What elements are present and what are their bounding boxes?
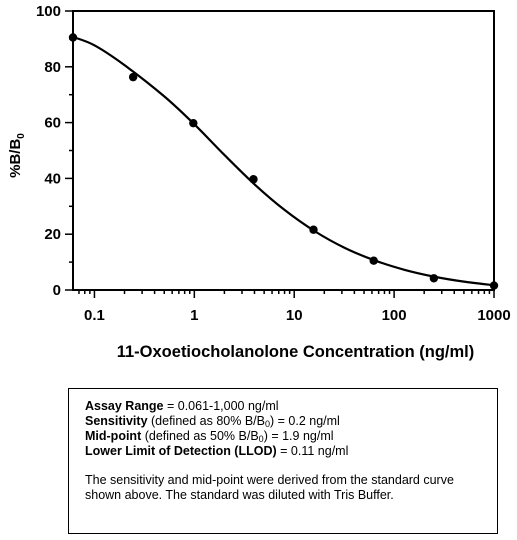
data-point — [370, 257, 378, 265]
y-tick-label: 60 — [44, 114, 61, 132]
data-point — [490, 281, 498, 289]
sensitivity-definition: (defined as 80% B/B — [147, 414, 265, 428]
sensitivity-line — [85, 414, 497, 429]
sensitivity-label: Sensitivity — [85, 414, 148, 428]
x-tick-label: 0.1 — [84, 307, 105, 324]
derivation-note: The sensitivity and mid-point were derived from the standard curve shown above. The standard was diluted with Tris Buffer. — [85, 473, 454, 502]
assay-range-label: Assay Range — [85, 399, 164, 413]
y-axis-ticks — [36, 3, 73, 299]
data-point — [430, 274, 438, 282]
assay-info-box — [68, 388, 498, 534]
y-tick-label: 40 — [44, 170, 61, 188]
llod-value: = 0.11 ng/ml — [276, 444, 349, 458]
sensitivity-subscript: 0 — [264, 419, 270, 429]
x-tick-label: 10 — [285, 307, 303, 324]
midpoint-label: Mid-point — [85, 429, 142, 443]
y-tick-label: 100 — [35, 3, 61, 20]
midpoint-line — [85, 429, 497, 444]
data-point — [189, 119, 197, 127]
assay-range-line — [85, 399, 497, 414]
x-tick-label: 100 — [381, 307, 407, 324]
llod-label: Lower Limit of Detection (LLOD) — [85, 444, 277, 458]
data-point — [309, 226, 317, 234]
llod-line — [85, 444, 497, 459]
y-tick-label: 80 — [44, 58, 61, 76]
plot-frame — [73, 11, 494, 290]
midpoint-value: ) = 1.9 ng/ml — [263, 429, 334, 443]
y-tick-label: 0 — [52, 282, 61, 299]
x-tick-label: 1 — [190, 307, 199, 324]
y-axis-title-subscript: 0 — [16, 133, 27, 139]
data-point — [69, 33, 77, 41]
y-axis-title-main: %B/B — [7, 138, 24, 178]
y-axis-title — [7, 133, 27, 178]
x-axis-title: 11-Oxoetiocholanolone Concentration (ng/ml) — [116, 343, 475, 361]
sensitivity-value: ) = 0.2 ng/ml — [269, 414, 340, 428]
data-point — [249, 175, 257, 183]
x-axis-ticks — [79, 290, 511, 324]
data-point — [129, 73, 137, 81]
x-tick-label: 1000 — [477, 307, 511, 324]
midpoint-definition: (defined as 50% B/B — [141, 429, 259, 443]
y-tick-label: 20 — [44, 226, 61, 244]
assay-range-value: = 0.061-1,000 ng/ml — [163, 399, 279, 413]
midpoint-subscript: 0 — [258, 434, 264, 444]
